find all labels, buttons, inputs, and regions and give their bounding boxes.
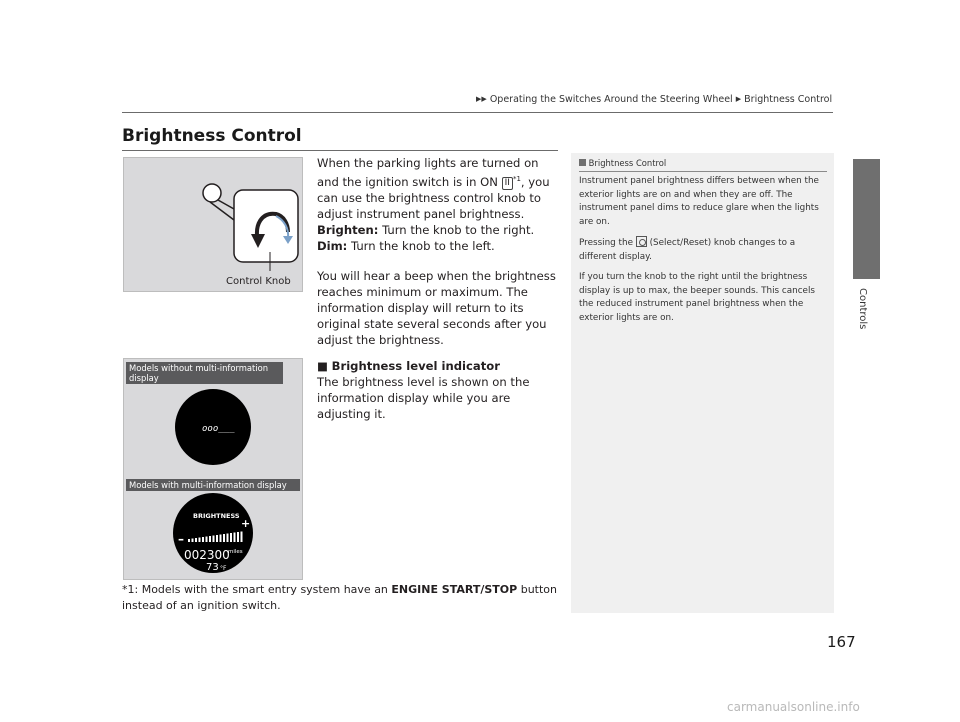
note-title: Brightness Control [588, 158, 667, 168]
breadcrumb-section: Operating the Switches Around the Steering Wheel [489, 94, 733, 105]
note-divider [579, 171, 827, 172]
beep-paragraph: You will hear a beep when the brightness reaches minimum or maximum. The information display will return to its original state several seconds after you adjust the brightness. [317, 269, 556, 347]
brightness-display-illustration [124, 359, 302, 579]
note-p2-end: (Select/Reset) knob changes to a different display. [579, 238, 796, 262]
footnote-button-name: ENGINE START/STOP [391, 583, 518, 596]
title-divider [122, 150, 558, 151]
note-icon [579, 159, 586, 166]
brightness-indicator-figure [123, 358, 303, 580]
note-body [579, 175, 827, 332]
footnote-prefix: *1: Models with the smart entry system have an [122, 583, 392, 596]
chapter-tab [853, 159, 880, 279]
subhead-text: Brightness level indicator [331, 359, 500, 373]
control-knob-figure [123, 157, 303, 292]
model-tag-without-mid: Models without multi-information display [126, 362, 283, 384]
brighten-text: Turn the knob to the right. [378, 223, 535, 237]
breadcrumb-arrow-icon: ▶ [735, 95, 742, 103]
dim-label: Dim: [317, 239, 348, 253]
note-heading [579, 158, 666, 168]
odometer-unit: miles [228, 549, 243, 555]
footnote-suffix: button instead of an ignition switch. [122, 583, 557, 612]
dim-text: Turn the knob to the left. [347, 239, 495, 253]
indicator-subhead [317, 358, 557, 374]
model-tag-with-mid: Models with multi-information display [126, 479, 300, 491]
chapter-label: Controls [857, 288, 868, 330]
brighten-line [317, 222, 557, 238]
control-knob-label: Control Knob [226, 276, 291, 287]
page-title: Brightness Control [122, 126, 302, 146]
minus-sign: – [178, 532, 184, 546]
breadcrumb-current: Brightness Control [744, 94, 833, 105]
footnote [122, 582, 562, 614]
intro-paragraph [317, 155, 557, 222]
temperature-value: 73 [206, 562, 219, 573]
indicator-paragraph: The brightness level is shown on the information display while you are adjusting it. [317, 375, 530, 421]
body-text [317, 155, 557, 430]
breadcrumb [476, 94, 832, 105]
subhead-bullet-icon: ■ [317, 359, 328, 373]
ignition-position-key: II [502, 177, 513, 190]
side-note-panel [571, 153, 834, 613]
segment-display-text: ooo___ [202, 424, 235, 434]
note-paragraph-1: Instrument panel brightness differs between when the exterior lights are on and when they are off. The instrument panel dims to reduce glare when the lights are on. [579, 176, 819, 227]
control-knob-illustration [124, 158, 302, 291]
watermark: carmanualsonline.info [727, 700, 860, 714]
select-reset-knob-icon [636, 236, 647, 247]
intro-text-continued: , you can use the brightness control knob to adjust instrument panel brightness. [317, 175, 550, 221]
plus-sign: + [241, 517, 251, 530]
note-paragraph-2 [579, 236, 827, 264]
dim-line [317, 238, 557, 254]
note-paragraph-3: If you turn the knob to the right until the brightness display is up to max, the beeper sounds. This cancels the reduced instrument panel brightness when the exterior lights are on. [579, 272, 815, 323]
odometer-value: 002300 [184, 548, 230, 562]
temperature-unit: °F [220, 565, 227, 572]
brighten-label: Brighten: [317, 223, 379, 237]
breadcrumb-arrow-icon: ▶▶ [476, 95, 487, 103]
footnote-ref: *1 [512, 175, 521, 183]
page-number: 167 [827, 633, 856, 651]
intro-text: When the parking lights are turned on and the ignition switch is in ON [317, 156, 539, 189]
display-title: BRIGHTNESS [193, 512, 240, 520]
note-p2-start: Pressing the [579, 238, 636, 248]
header-divider [122, 112, 833, 113]
